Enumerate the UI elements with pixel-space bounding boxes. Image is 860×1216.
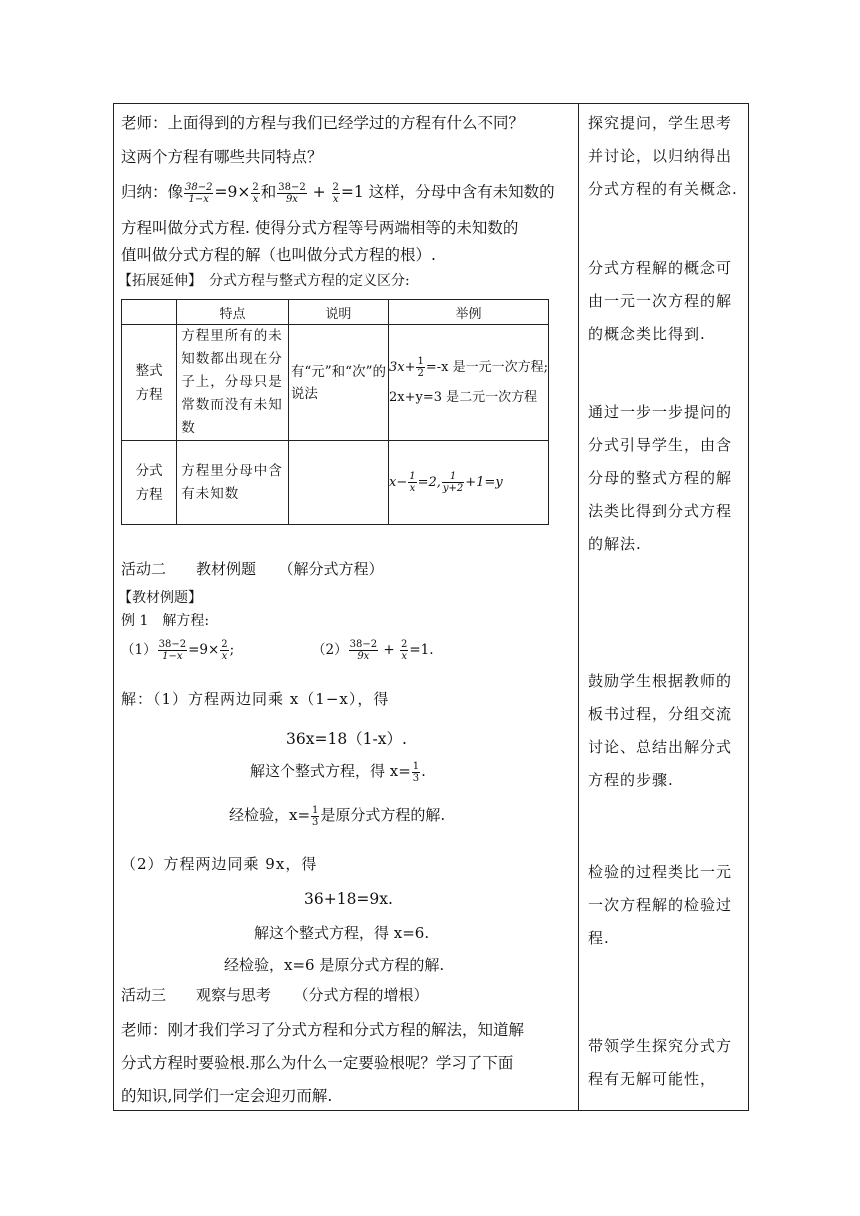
teacher-line1: 老师：刚才我们学习了分式方程和分式方程的解法，知道解 bbox=[121, 1021, 525, 1039]
row-example-integral-1: 3x+ $\frac{1}{2}$ =-x 是一元一次方程; bbox=[388, 355, 548, 379]
row-example-integral-2: 2x+y=3 是二元一次方程 bbox=[388, 389, 538, 405]
teacher-line2: 分式方程时要验根.那么为什么一定要验根呢？学习了下面 bbox=[121, 1054, 514, 1072]
solution-1-step: 解：（1）方程两边同乘 x（1−x），得 bbox=[121, 690, 390, 708]
problem-1: （1） $\frac{38-2}{1-x}$ =9× $\frac{2}{x}$ ; bbox=[121, 639, 235, 662]
side-note-1: 探究提问，学生思考并讨论，以归纳得出分式方程的有关概念. bbox=[588, 114, 738, 198]
problem-2: （2） $\frac{38-2}{9x}$ + $\frac{2}{x}$ =1. bbox=[312, 639, 434, 662]
textbook-heading: 【教材例题】 bbox=[118, 590, 202, 606]
activity3-heading: 活动三 观察与思考 （分式方程的增根） bbox=[121, 986, 429, 1004]
teacher-question-line1: 老师：上面得到的方程与我们已经学过的方程有什么不同？ bbox=[121, 114, 525, 132]
row-note-integral: 有“元”和“次”的说法 bbox=[290, 363, 386, 402]
column-divider bbox=[578, 103, 579, 1111]
header-example: 举例 bbox=[388, 300, 548, 325]
definition-line3: 值叫做分式方程的解（也叫做分式方程的根）. bbox=[121, 246, 436, 264]
definition-comparison-table bbox=[121, 299, 549, 525]
definition-line1: 归纳：像 $\frac{38-2}{1-x}$ =9× $\frac{2}{x}$ 和 $\frac{38-2}{9x}$ + $\frac{2}{x}$ =1 这样，分母中含有未知数的 bbox=[121, 181, 555, 205]
extension-heading: 【拓展延伸】 分式方程与整式方程的定义区分: bbox=[118, 273, 410, 289]
row-note-fractional bbox=[288, 441, 388, 525]
side-note-3: 通过一步一步提问的分式引导学生，由含分母的整式方程的解法类比得到分式方程的解法. bbox=[588, 403, 733, 553]
solve-2: 解这个整式方程，得 x=6. bbox=[254, 924, 430, 942]
side-note-4: 鼓励学生根据教师的板书过程，分组交流讨论、总结出解分式方程的步骤. bbox=[588, 672, 733, 789]
example1-heading: 例 1 解方程: bbox=[121, 613, 210, 629]
row-label-fractional: 分式方程 bbox=[135, 462, 163, 503]
side-note-6: 带领学生探究分式方程有无解可能性， bbox=[588, 1037, 733, 1088]
row-example-fractional: x− $\frac{1}{x}$ =2, $\frac{1}{y+2}$ +1=y bbox=[388, 471, 503, 494]
check-2: 经检验，x=6 是原分式方程的解. bbox=[224, 956, 445, 974]
solution-2-step: （2）方程两边同乘 9x，得 bbox=[121, 855, 318, 873]
header-feature: 特点 bbox=[177, 300, 289, 325]
row-feature-integral: 方程里所有的未知数都出现在分子上，分母只是常数而没有未知数 bbox=[181, 328, 283, 436]
solve-1: 解这个整式方程，得 x= $\frac{1}{3}$ . bbox=[250, 760, 426, 784]
activity2-heading: 活动二 教材例题 （解分式方程） bbox=[121, 560, 384, 578]
header-note: 说明 bbox=[288, 300, 388, 325]
row-feature-fractional: 方程里分母中含有未知数 bbox=[181, 462, 283, 502]
equation-36x: 36x=18（1-x）. bbox=[286, 730, 407, 748]
side-note-2: 分式方程解的概念可由一元一次方程的解的概念类比得到. bbox=[588, 259, 733, 343]
equation-36-18: 36+18=9x. bbox=[304, 890, 393, 908]
definition-line2: 方程叫做分式方程. 使得分式方程等号两端相等的未知数的 bbox=[121, 219, 519, 237]
check-1: 经检验，x= $\frac{1}{3}$ 是原分式方程的解. bbox=[229, 804, 446, 828]
teacher-line3: 的知识,同学们一定会迎刃而解. bbox=[121, 1087, 333, 1105]
side-note-5: 检验的过程类比一元一次方程解的检验过程. bbox=[588, 863, 733, 947]
row-label-integral: 整式方程 bbox=[135, 362, 163, 403]
header-blank bbox=[122, 300, 177, 325]
teacher-question-line2: 这两个方程有哪些共同特点？ bbox=[121, 148, 323, 166]
